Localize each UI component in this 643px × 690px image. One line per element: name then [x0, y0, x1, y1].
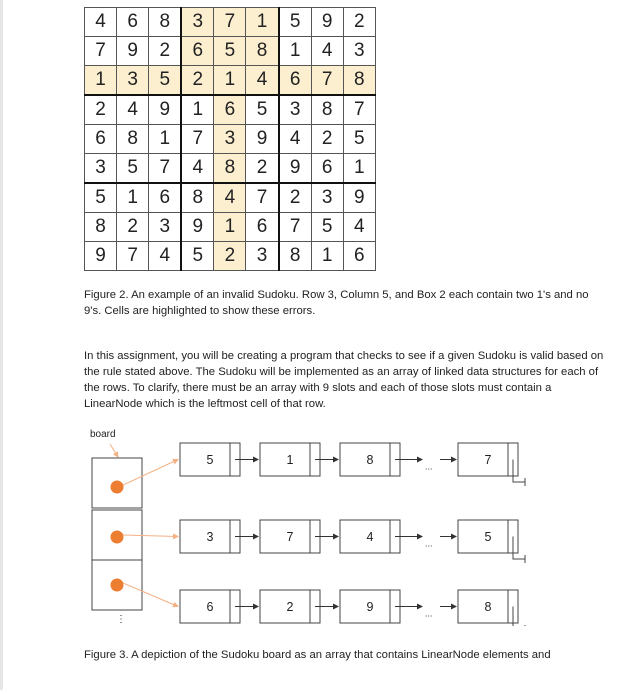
board-pointer-dot: [111, 481, 124, 494]
figure-2-caption: Figure 2. An example of an invalid Sudoku. Row 3, Column 5, and Box 2 each contain two 1's and no 9's. Cells are highlighted to show these errors.: [84, 289, 589, 317]
sudoku-cell: 1: [149, 125, 182, 154]
sudoku-cell: 1: [85, 66, 117, 96]
sudoku-cell: 2: [117, 213, 149, 242]
sudoku-cell: 9: [311, 8, 343, 37]
sudoku-cell: 5: [117, 154, 149, 184]
sudoku-cell: 4: [343, 213, 375, 242]
sudoku-cell: 5: [343, 125, 375, 154]
sudoku-row: [85, 125, 376, 154]
board-pointer-dot: [111, 531, 124, 544]
sudoku-cell: 2: [279, 183, 312, 213]
sudoku-cell: 8: [343, 66, 375, 96]
linear-node-value: 9: [366, 599, 374, 614]
figure-3-caption: Figure 3. A depiction of the Sudoku board as an array that contains LinearNode elements and: [84, 649, 551, 661]
sudoku-cell: 8: [279, 242, 312, 271]
sudoku-cell: 2: [149, 37, 182, 66]
sudoku-cell: 3: [85, 154, 117, 184]
sudoku-cell: 3: [343, 37, 375, 66]
sudoku-cell: 4: [117, 95, 149, 125]
sudoku-cell: 8: [117, 125, 149, 154]
sudoku-cell: 5: [311, 213, 343, 242]
linear-node-value: 5: [484, 529, 492, 544]
sudoku-cell: 9: [279, 154, 312, 184]
sudoku-cell: 9: [149, 95, 182, 125]
sudoku-cell: 6: [149, 183, 182, 213]
sudoku-cell: 7: [181, 125, 214, 154]
sudoku-cell: 7: [279, 213, 312, 242]
sudoku-cell: 6: [181, 37, 214, 66]
sudoku-row: [85, 183, 376, 213]
ellipsis: ...: [425, 461, 433, 472]
sudoku-cell: 9: [343, 183, 375, 213]
page-edge: [0, 0, 3, 690]
sudoku-cell: 4: [246, 66, 279, 96]
linear-node-value: 1: [286, 452, 294, 467]
sudoku-row: [85, 95, 376, 125]
linear-node-value: 8: [484, 599, 492, 614]
sudoku-cell: 6: [85, 125, 117, 154]
sudoku-cell: 1: [311, 242, 343, 271]
sudoku-cell: 7: [85, 37, 117, 66]
linear-node-value: 4: [366, 529, 374, 544]
linear-node-value: 7: [286, 529, 294, 544]
sudoku-cell: 4: [85, 8, 117, 37]
sudoku-cell: 2: [85, 95, 117, 125]
sudoku-cell: 7: [343, 95, 375, 125]
sudoku-cell: 8: [149, 8, 182, 37]
sudoku-cell: 3: [246, 242, 279, 271]
sudoku-cell: 8: [311, 95, 343, 125]
board-continuation-dots: ⋮: [116, 614, 126, 625]
sudoku-cell: 3: [279, 95, 312, 125]
linear-node-value: 8: [366, 452, 374, 467]
sudoku-cell: 4: [311, 37, 343, 66]
sudoku-cell: 3: [311, 183, 343, 213]
sudoku-row: [85, 66, 376, 96]
ellipsis: ...: [425, 608, 433, 619]
sudoku-cell: 7: [117, 242, 149, 271]
sudoku-cell: 1: [117, 183, 149, 213]
sudoku-row: [85, 154, 376, 184]
sudoku-cell: 6: [343, 242, 375, 271]
sudoku-cell: 3: [181, 8, 214, 37]
sudoku-row: [85, 213, 376, 242]
sudoku-cell: 4: [214, 183, 246, 213]
sudoku-cell: 5: [85, 183, 117, 213]
sudoku-cell: 9: [181, 213, 214, 242]
sudoku-cell: 6: [214, 95, 246, 125]
sudoku-cell: 5: [214, 37, 246, 66]
sudoku-cell: 4: [181, 154, 214, 184]
sudoku-cell: 6: [279, 66, 312, 96]
board-pointer-dot: [111, 579, 124, 592]
sudoku-cell: 8: [85, 213, 117, 242]
sudoku-cell: 1: [214, 213, 246, 242]
sudoku-cell: 8: [214, 154, 246, 184]
sudoku-row: [85, 8, 376, 37]
sudoku-cell: 6: [117, 8, 149, 37]
sudoku-cell: 9: [246, 125, 279, 154]
sudoku-cell: 8: [246, 37, 279, 66]
sudoku-row: [85, 242, 376, 271]
sudoku-cell: 7: [311, 66, 343, 96]
linear-node-value: 2: [286, 599, 294, 614]
sudoku-cell: 5: [181, 242, 214, 271]
sudoku-cell: 1: [343, 154, 375, 184]
sudoku-cell: 1: [279, 37, 312, 66]
sudoku-row: [85, 37, 376, 66]
sudoku-cell: 1: [181, 95, 214, 125]
sudoku-cell: 4: [149, 242, 182, 271]
sudoku-cell: 9: [85, 242, 117, 271]
sudoku-cell: 6: [246, 213, 279, 242]
sudoku-cell: 2: [181, 66, 214, 96]
board-pointer-arrow: [110, 444, 118, 457]
sudoku-cell: 2: [311, 125, 343, 154]
sudoku-cell: 2: [214, 242, 246, 271]
sudoku-cell: 3: [117, 66, 149, 96]
linear-node-value: 6: [206, 599, 214, 614]
sudoku-cell: 7: [214, 8, 246, 37]
sudoku-cell: 4: [279, 125, 312, 154]
ellipsis: ...: [425, 538, 433, 549]
sudoku-cell: 9: [117, 37, 149, 66]
linear-node-value: 3: [206, 529, 214, 544]
sudoku-cell: 3: [149, 213, 182, 242]
sudoku-grid: [84, 7, 376, 271]
sudoku-cell: 7: [149, 154, 182, 184]
sudoku-cell: 1: [246, 8, 279, 37]
sudoku-cell: 5: [279, 8, 312, 37]
board-label: board: [90, 429, 116, 440]
sudoku-cell: 8: [181, 183, 214, 213]
sudoku-cell: 5: [246, 95, 279, 125]
sudoku-cell: 6: [311, 154, 343, 184]
assignment-paragraph: In this assignment, you will be creating a program that checks to see if a given Sudoku is valid based on the rule stated above. The Sudoku will be implemented as an array of linked data structures for each of the rows. To clarify, there must be an array with 9 slots and each of those slots must contain a LinearNode which is the leftmost cell of that row.: [84, 350, 604, 410]
sudoku-cell: 2: [246, 154, 279, 184]
sudoku-cell: 5: [149, 66, 182, 96]
sudoku-cell: 1: [214, 66, 246, 96]
sudoku-cell: 3: [214, 125, 246, 154]
sudoku-cell: 7: [246, 183, 279, 213]
linear-node-value: 7: [484, 452, 492, 467]
sudoku-cell: 2: [343, 8, 375, 37]
linear-node-value: 5: [206, 452, 214, 467]
